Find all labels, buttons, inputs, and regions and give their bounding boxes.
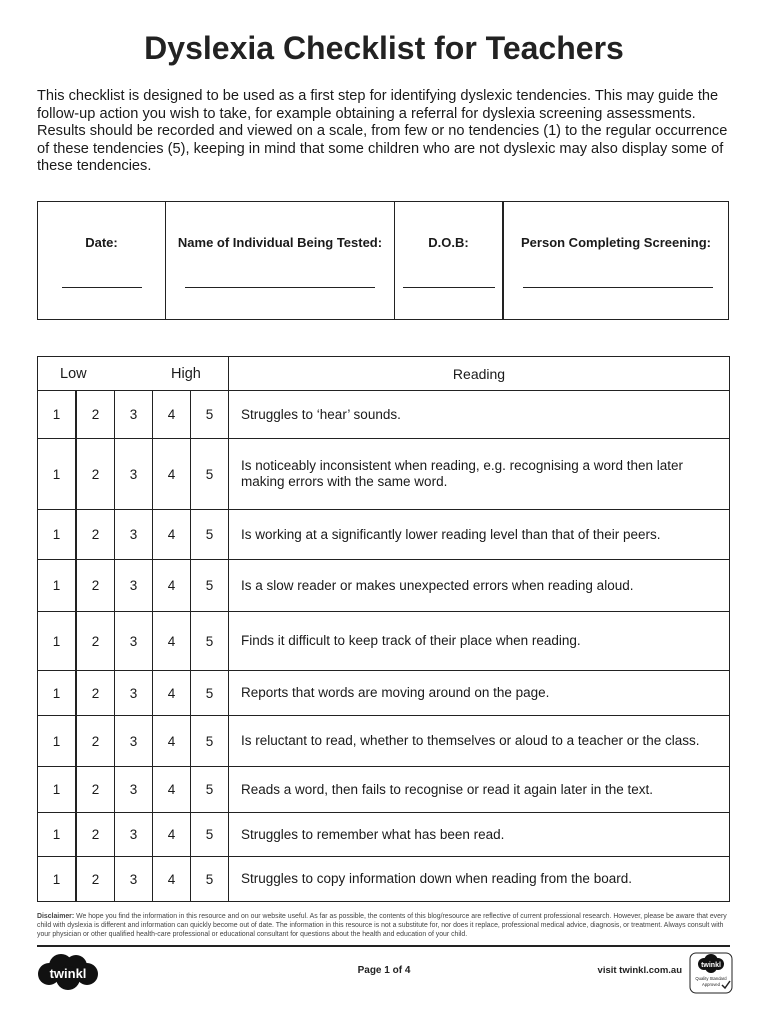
scale-2[interactable]: 2 [76,716,115,767]
name-field [166,202,395,319]
scale-1[interactable]: 1 [38,391,77,439]
scale-5[interactable]: 5 [191,560,229,612]
dob-label: D.O.B: [428,235,469,250]
scale-1[interactable]: 1 [38,439,77,510]
scale-2[interactable]: 2 [76,857,115,902]
scale-4[interactable]: 4 [153,391,191,439]
table-row [38,612,730,671]
person-field [504,202,728,319]
table-row [38,716,730,767]
scale-3[interactable]: 3 [115,671,153,716]
date-entry-line[interactable] [62,287,142,288]
checklist-item: Reads a word, then fails to recognise or read it again later in the text. [229,767,730,813]
scale-2[interactable]: 2 [76,439,115,510]
person-entry-line[interactable] [523,287,713,288]
scale-5[interactable]: 5 [191,510,229,560]
checklist-item: Is reluctant to read, whether to themselves or aloud to a teacher or the class. [229,716,730,767]
reading-checklist-table [37,356,730,902]
scale-2[interactable]: 2 [76,767,115,813]
date-field [38,202,166,319]
scale-4[interactable]: 4 [153,767,191,813]
checklist-item: Finds it difficult to keep track of their place when reading. [229,612,730,671]
scale-4[interactable]: 4 [153,813,191,857]
scale-4[interactable]: 4 [153,439,191,510]
disclaimer-text: We hope you find the information in this resource and on our website useful. As far as possible, the contents of this blog/resource are reflective of current professional research. However, please be aware that every child with dyslexia is different and information can quickly become out of date. The information in this resource is not a substitute for, nor does it replace, professional medical advice, diagnosis, or treatment. Always consult with your physician or other qualified health-care professional or educational consultant for questions about the health and education of your child. [37,913,727,938]
checklist-item: Struggles to copy information down when reading from the board. [229,857,730,902]
quality-badge [689,952,733,994]
table-row [38,671,730,716]
scale-2[interactable]: 2 [76,391,115,439]
scale-3[interactable]: 3 [115,510,153,560]
disclaimer-label: Disclaimer: [37,913,75,920]
name-entry-line[interactable] [185,287,375,288]
visit-link[interactable]: visit twinkl.com.au [597,965,682,976]
scale-3[interactable]: 3 [115,716,153,767]
checklist-item: Reports that words are moving around on the page. [229,671,730,716]
intro-paragraph: This checklist is designed to be used as a first step for identifying dyslexic tendencies. This may guide the follow-up action you wish to take, for example obtaining a referral for dyslexia screening assessments. Results should be recorded and viewed on a scale, from few or no tendencies (1) to the regular occurrence of these tendencies (5), keeping in mind that some children who are not dyslexic may also display some of these tendencies. [37,88,728,175]
scale-3[interactable]: 3 [115,439,153,510]
scale-3[interactable]: 3 [115,612,153,671]
dob-field [395,202,504,319]
scale-2[interactable]: 2 [76,813,115,857]
scale-5[interactable]: 5 [191,391,229,439]
dob-entry-line[interactable] [403,287,495,288]
table-row [38,767,730,813]
table-row [38,391,730,439]
table-row [38,439,730,510]
scale-1[interactable]: 1 [38,612,77,671]
scale-4[interactable]: 4 [153,671,191,716]
scale-2[interactable]: 2 [76,510,115,560]
scale-4[interactable]: 4 [153,510,191,560]
table-row [38,510,730,560]
scale-2[interactable]: 2 [76,671,115,716]
scale-5[interactable]: 5 [191,716,229,767]
footer-divider [37,945,730,947]
scale-5[interactable]: 5 [191,813,229,857]
high-label: High [171,366,201,382]
checklist-item: Is a slow reader or makes unexpected errors when reading aloud. [229,560,730,612]
name-label: Name of Individual Being Tested: [177,235,383,250]
scale-4[interactable]: 4 [153,560,191,612]
scale-1[interactable]: 1 [38,510,77,560]
table-row [38,857,730,902]
disclaimer [37,913,731,939]
scale-4[interactable]: 4 [153,612,191,671]
scale-5[interactable]: 5 [191,767,229,813]
scale-3[interactable]: 3 [115,560,153,612]
logo-text: twinkl [49,966,87,981]
scale-4[interactable]: 4 [153,716,191,767]
checklist-item: Struggles to remember what has been read. [229,813,730,857]
badge-line1: Quality Standard [695,976,727,981]
scale-1[interactable]: 1 [38,716,77,767]
person-label: Person Completing Screening: [521,235,711,250]
scale-3[interactable]: 3 [115,813,153,857]
page-title: Dyslexia Checklist for Teachers [144,30,624,66]
info-box [37,201,729,320]
scale-header [38,357,229,391]
scale-1[interactable]: 1 [38,857,77,902]
table-header-row [38,357,730,391]
page-number: Page 1 of 4 [357,965,411,976]
scale-1[interactable]: 1 [38,813,77,857]
table-row [38,813,730,857]
reading-header: Reading [229,357,730,391]
scale-5[interactable]: 5 [191,612,229,671]
table-row [38,560,730,612]
badge-line2: Approved [702,982,720,987]
scale-5[interactable]: 5 [191,857,229,902]
scale-3[interactable]: 3 [115,857,153,902]
scale-5[interactable]: 5 [191,439,229,510]
scale-1[interactable]: 1 [38,767,77,813]
scale-3[interactable]: 3 [115,391,153,439]
badge-brand: twinkl [701,962,721,969]
scale-5[interactable]: 5 [191,671,229,716]
scale-1[interactable]: 1 [38,671,77,716]
scale-2[interactable]: 2 [76,612,115,671]
checklist-item: Is noticeably inconsistent when reading, e.g. recognising a word then later making errors with the same word. [229,439,730,510]
low-label: Low [60,366,87,382]
checklist-item: Is working at a significantly lower reading level than that of their peers. [229,510,730,560]
scale-2[interactable]: 2 [76,560,115,612]
date-label: Date: [85,235,118,250]
scale-4[interactable]: 4 [153,857,191,902]
scale-1[interactable]: 1 [38,560,77,612]
scale-3[interactable]: 3 [115,767,153,813]
checklist-item: Struggles to ‘hear’ sounds. [229,391,730,439]
